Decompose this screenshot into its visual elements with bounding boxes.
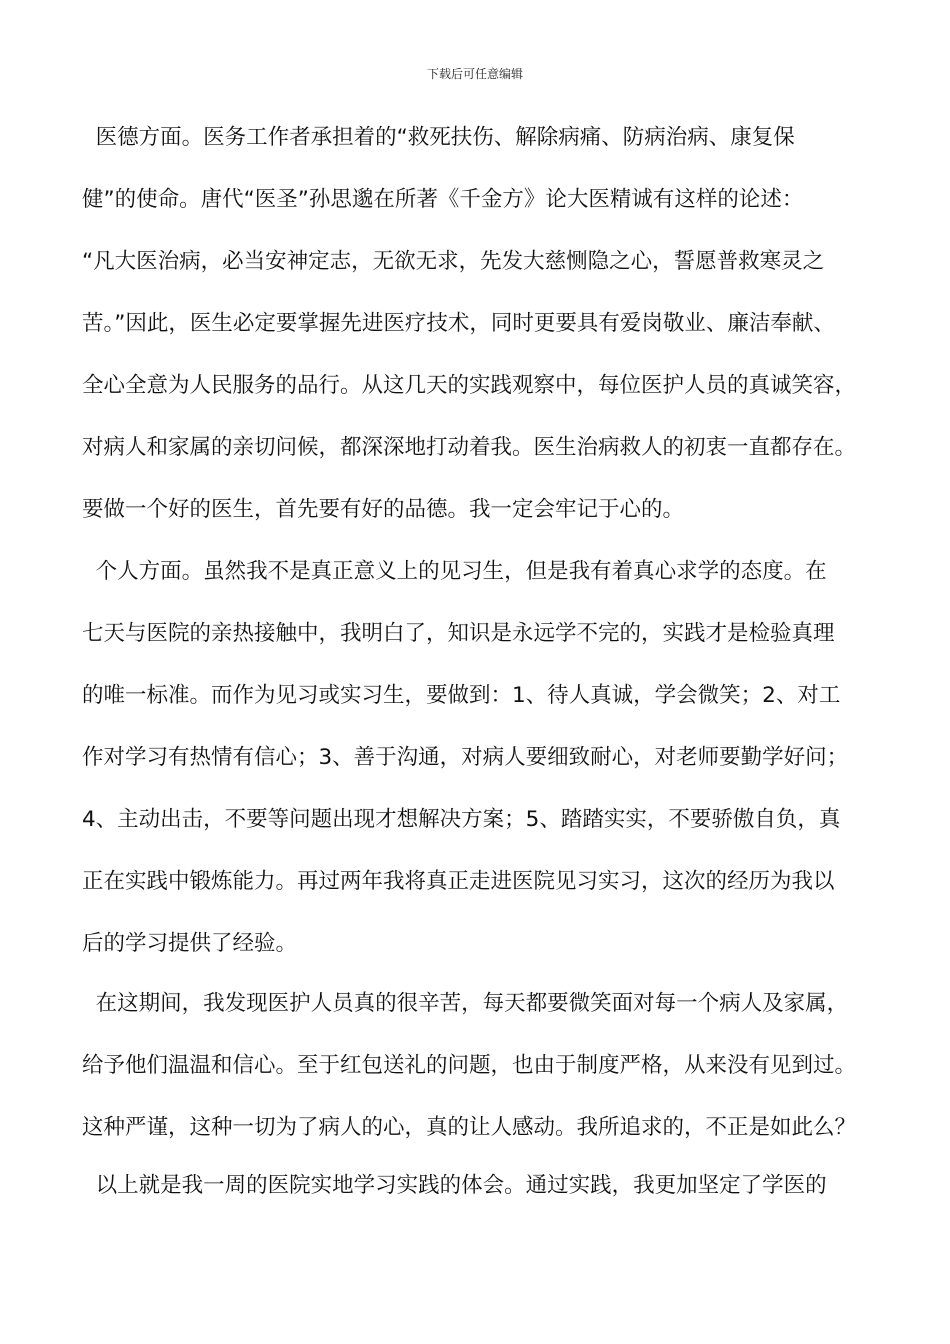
text-line: 以上就是我一周的医院实地学习实践的体会。通过实践，我更加坚定了学医的 [82,1173,827,1198]
text-line: 正在实践中锻炼能力。再过两年我将真正走进医院见习实习，这次的经历为我以 [82,869,835,894]
text-line: 全心全意为人民服务的品行。从这几天的实践观察中，每位医护人员的真诚笑容， [82,373,857,398]
text-line: 这种严谨，这种一切为了病人的心，真的让人感动。我所追求的，不正是如此么？ [82,1115,857,1140]
text-line: 苦。”因此，医生必定要掌握先进医疗技术，同时更要具有爱岗敬业、廉洁奉献、 [82,311,835,336]
text-line: 的唯一标准。而作为见习或实习生，要做到：1、待人真诚，学会微笑；2、对工 [82,683,841,708]
text-line: 个人方面。虽然我不是真正意义上的见习生，但是我有着真心求学的态度。在 [82,559,827,584]
text-line: 要做一个好的医生，首先要有好的品德。我一定会牢记于心的。 [82,497,685,522]
text-line: 给予他们温温和信心。至于红包送礼的问题，也由于制度严格，从来没有见到过。 [82,1053,857,1078]
text-line: 后的学习提供了经验。 [82,931,298,956]
text-line: 七天与医院的亲热接触中，我明白了，知识是永远学不完的，实践才是检验真理 [82,621,835,646]
text-line: 对病人和家属的亲切问候，都深深地打动着我。医生治病救人的初衷一直都存在。 [82,435,857,460]
text-line: 在这期间，我发现医护人员真的很辛苦，每天都要微笑面对每一个病人及家属， [82,991,849,1016]
text-line: 作对学习有热情有信心；3、善于沟通，对病人要细致耐心，对老师要勤学好问； [82,745,849,770]
text-line: “凡大医治病，必当安神定志，无欲无求，先发大慈恻隐之心，誓愿普救寒灵之 [82,249,825,274]
text-line: 健”的使命。唐代“医圣”孙思邈在所著《千金方》论大医精诚有这样的论述： [82,187,804,212]
page-header: 下载后可任意编辑 [426,67,523,81]
text-line: 4、主动出击，不要等问题出现才想解决方案；5、踏踏实实，不要骄傲自负，真 [82,807,841,832]
text-line: 医德方面。医务工作者承担着的“救死扶伤、解除病痛、防病治病、康复保 [82,125,795,150]
